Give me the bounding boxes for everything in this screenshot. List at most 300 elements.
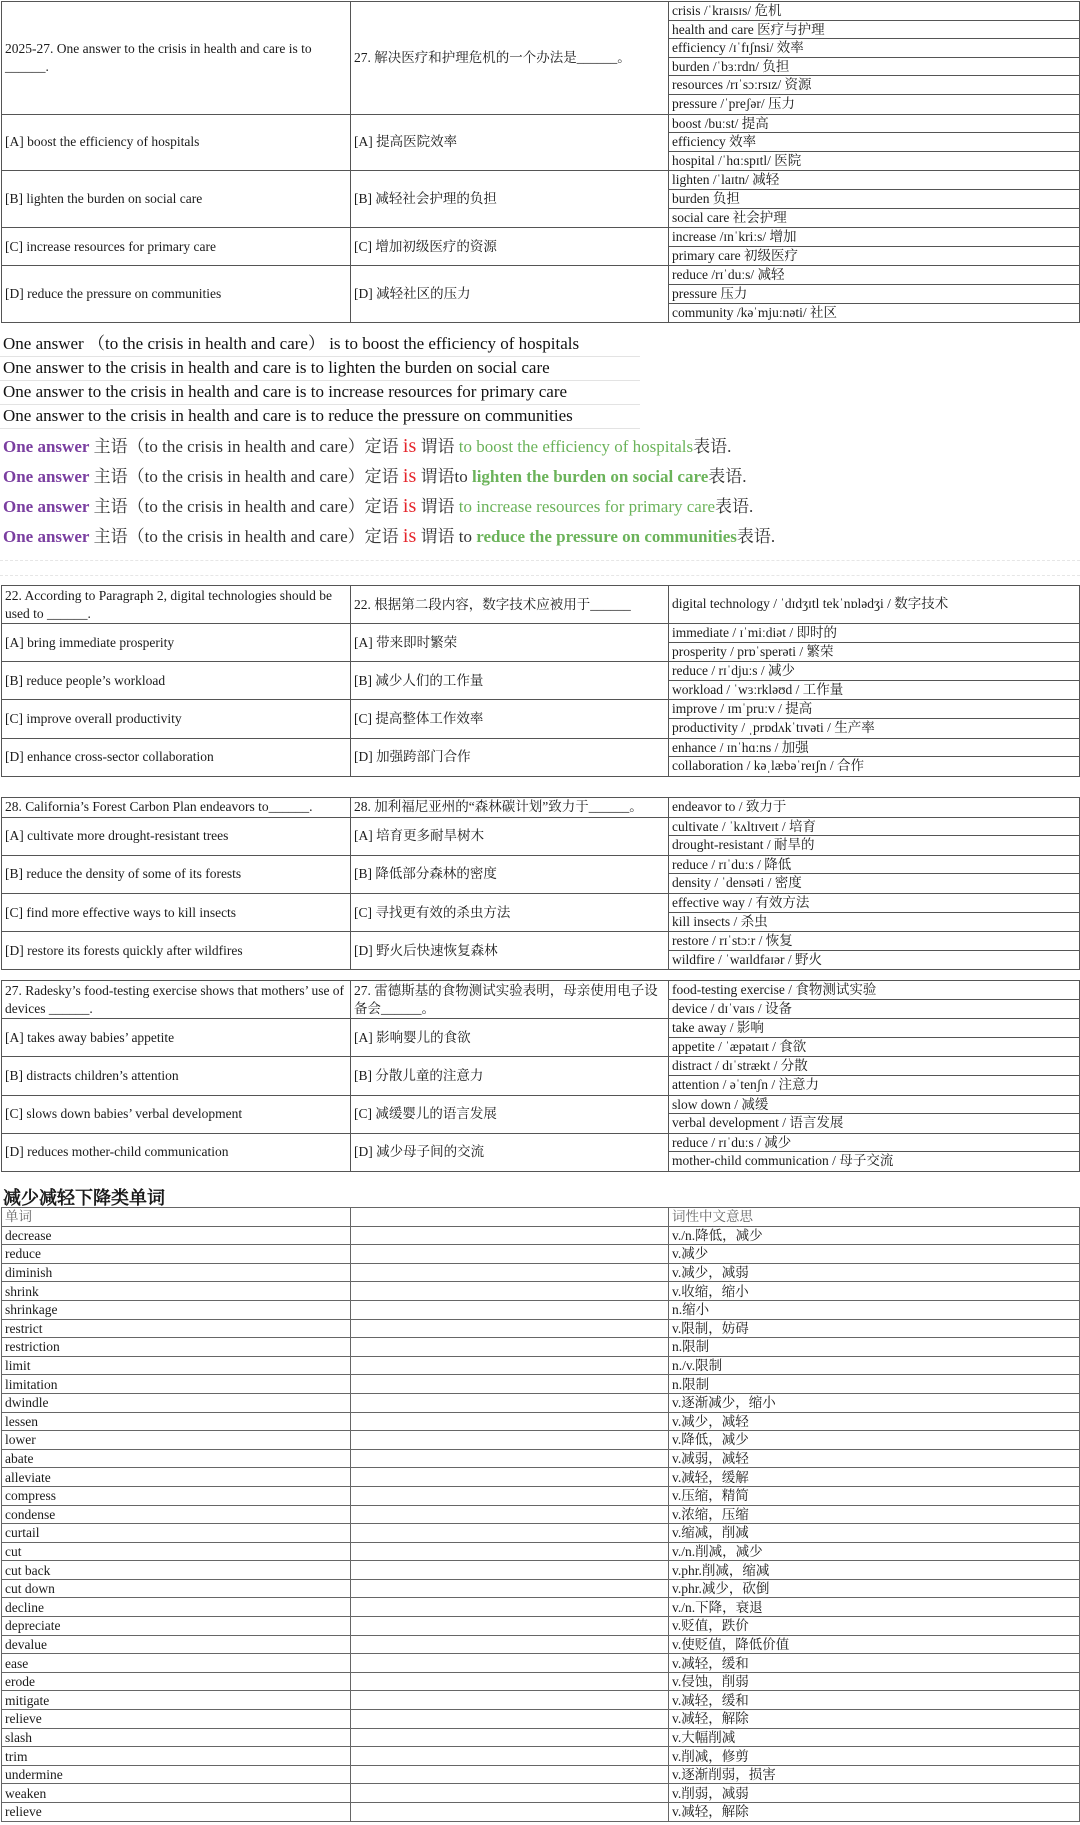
table-row (2, 1300, 1080, 1319)
predicative-pre: to (454, 527, 477, 546)
verb-tag: 谓语 (420, 467, 455, 486)
table-row (2, 1282, 1080, 1301)
option-cn: [A] 影响婴儿的食欲 (351, 1019, 669, 1057)
meaning-cell: v.缩减，削减 (669, 1524, 1080, 1543)
question-cn: 27. 雷德斯基的食物测试实验表明，母亲使用电子设备会______。 (351, 981, 669, 1019)
empty-cell (351, 1635, 669, 1654)
meaning-cell: v.收缩，缩小 (669, 1282, 1080, 1301)
table-row (2, 1468, 1080, 1487)
vocab-line: pressure /ˈpreʃər/ 压力 (672, 95, 795, 111)
vocab-line: verbal development / 语言发展 (672, 1115, 844, 1131)
empty-cell (351, 1654, 669, 1673)
table-row (2, 1617, 1080, 1636)
vocab-line: appetite / ˈæpətaɪt / 食欲 (672, 1038, 807, 1054)
vocab-line: improve / ɪmˈpruːv / 提高 (669, 700, 1079, 719)
question-row (2, 981, 1080, 1019)
table-row (2, 1561, 1080, 1580)
verb: is (402, 465, 417, 487)
empty-cell (351, 1449, 669, 1468)
vocab-line: productivity / ˌprɒdʌkˈtɪvəti / 生产率 (672, 719, 875, 735)
option-cn: [C] 减缓婴儿的语言发展 (351, 1095, 669, 1133)
meaning-cell: v.减轻，缓和 (669, 1691, 1080, 1710)
vocab-cell (669, 738, 1080, 776)
option-en: [D] reduce the pressure on communities (2, 266, 351, 323)
vocab-cell (669, 700, 1080, 738)
meaning-cell: v.减少，减轻 (669, 1412, 1080, 1431)
vocab-line: reduce / rɪˈduːs / 降低 (669, 856, 1079, 875)
table-row (2, 1542, 1080, 1561)
option-row (2, 114, 1080, 171)
option-row (2, 893, 1080, 931)
vocab-line: reduce /rɪˈduːs/ 减轻 (669, 266, 1079, 285)
vocab-line: slow down / 减缓 (669, 1096, 1079, 1115)
wordlist-table (1, 1207, 1080, 1822)
column-header-word: 单词 (2, 1208, 351, 1227)
question-table-4 (1, 980, 1080, 1172)
empty-cell (351, 1319, 669, 1338)
vocab-line: hospital /ˈhɑːspɪtl/ 医院 (672, 152, 802, 168)
column-header-meaning: 词性中文意思 (669, 1208, 1080, 1227)
vocab-line: restore / rɪˈstɔːr / 恢复 (669, 932, 1079, 951)
option-cn: [A] 提高医院效率 (351, 114, 669, 171)
sentence-line: One answer to the crisis in health and care is to reduce the pressure on communities (3, 406, 573, 425)
vocab-line: lighten /ˈlaɪtn/ 减轻 (669, 171, 1079, 190)
word-cell: decrease (2, 1226, 351, 1245)
vocab-line: kill insects / 杀虫 (672, 913, 768, 929)
word-cell: condense (2, 1505, 351, 1524)
table-row (2, 1431, 1080, 1450)
word-cell: relieve (2, 1803, 351, 1822)
option-cn: [C] 寻找更有效的杀虫方法 (351, 893, 669, 931)
option-cn: [D] 减少母子间的交流 (351, 1133, 669, 1171)
vocab-line: reduce / rɪˈduːs / 减少 (669, 1134, 1079, 1153)
meaning-cell: n.限制 (669, 1375, 1080, 1394)
table-row (2, 1245, 1080, 1264)
word-cell: limitation (2, 1375, 351, 1394)
option-en: [C] increase resources for primary care (2, 228, 351, 266)
table-row (2, 1635, 1080, 1654)
divider (0, 560, 1080, 561)
meaning-cell: v.降低，减少 (669, 1431, 1080, 1450)
option-en: [B] reduce the density of some of its forests (2, 855, 351, 893)
meaning-cell: v./n.降低，减少 (669, 1226, 1080, 1245)
meaning-cell: v.压缩，精简 (669, 1486, 1080, 1505)
vocab-cell (669, 2, 1080, 115)
vocab-line: attention / əˈtenʃn / 注意力 (672, 1076, 819, 1092)
vocab-cell (669, 228, 1080, 266)
empty-cell (351, 1784, 669, 1803)
option-en: [B] lighten the burden on social care (2, 171, 351, 228)
meaning-cell: n.限制 (669, 1338, 1080, 1357)
option-row (2, 932, 1080, 970)
option-cn: [D] 减轻社区的压力 (351, 266, 669, 323)
vocab-line: take away / 影响 (669, 1019, 1079, 1038)
predicative-tag: 表语. (736, 527, 776, 546)
word-cell: dwindle (2, 1393, 351, 1412)
option-cn: [B] 减轻社会护理的负担 (351, 171, 669, 228)
option-row (2, 1133, 1080, 1171)
option-cn: [D] 加强跨部门合作 (351, 738, 669, 776)
word-cell: restrict (2, 1319, 351, 1338)
empty-cell (351, 1338, 669, 1357)
vocab-line: workload / ˈwɜːrkləʊd / 工作量 (672, 681, 844, 697)
vocab-cell (669, 114, 1080, 171)
word-cell: cut down (2, 1579, 351, 1598)
word-cell: trim (2, 1747, 351, 1766)
question-en: 28. California’s Forest Carbon Plan endeavors to______. (2, 798, 351, 818)
table-row (2, 1710, 1080, 1729)
meaning-cell: n.缩小 (669, 1300, 1080, 1319)
word-cell: decline (2, 1598, 351, 1617)
empty-cell (351, 1263, 669, 1282)
option-row (2, 1057, 1080, 1095)
table-row (2, 1393, 1080, 1412)
empty-cell (351, 1803, 669, 1822)
subject: One answer (3, 497, 90, 516)
empty-cell (351, 1617, 669, 1636)
attributive: （to the crisis in health and care） (127, 497, 365, 516)
vocab-cell (669, 817, 1080, 855)
vocab-line: effective way / 有效方法 (669, 894, 1079, 913)
option-cn: [C] 增加初级医疗的资源 (351, 228, 669, 266)
option-en: [C] slows down babies’ verbal development (2, 1095, 351, 1133)
meaning-cell: v.减轻，解除 (669, 1710, 1080, 1729)
divider (0, 428, 640, 429)
meaning-cell: v.逐渐减少，缩小 (669, 1393, 1080, 1412)
table-row (2, 1765, 1080, 1784)
table-row (2, 1598, 1080, 1617)
question-cn: 28. 加利福尼亚州的“森林碳计划”致力于______。 (351, 798, 669, 818)
option-row (2, 1095, 1080, 1133)
predicative: to boost the efficiency of hospitals (458, 437, 694, 456)
table-row (2, 1375, 1080, 1394)
attributive-tag: 定语 (364, 527, 399, 546)
empty-cell (351, 1561, 669, 1580)
table-row (2, 1784, 1080, 1803)
divider (0, 575, 1080, 576)
predicative: to increase resources for primary care (458, 497, 716, 516)
vocab-line: device / dɪˈvaɪs / 设备 (672, 1000, 792, 1016)
empty-cell (351, 1431, 669, 1450)
verb-tag: 谓语 (420, 497, 455, 516)
vocab-line: enhance / ɪnˈhɑːns / 加强 (669, 739, 1079, 758)
question-row (2, 586, 1080, 624)
option-row (2, 662, 1080, 700)
question-row (2, 798, 1080, 818)
option-cn: [D] 野火后快速恢复森林 (351, 932, 669, 970)
empty-cell (351, 1505, 669, 1524)
meaning-cell: v.限制，妨碍 (669, 1319, 1080, 1338)
option-en: [D] restore its forests quickly after wildfires (2, 932, 351, 970)
vocab-line: health and care 医疗与护理 (669, 21, 1079, 40)
option-row (2, 1019, 1080, 1057)
vocab-line: digital technology / ˈdɪdʒɪtl tekˈnɒlədʒi / 数字技术 (672, 596, 949, 612)
vocab-line: endeavor to / 致力于 (672, 799, 787, 814)
meaning-cell: v.浓缩，压缩 (669, 1505, 1080, 1524)
word-cell: compress (2, 1486, 351, 1505)
empty-cell (351, 1728, 669, 1747)
empty-cell (351, 1300, 669, 1319)
meaning-cell: v.侵蚀，削弱 (669, 1672, 1080, 1691)
table-row (2, 1356, 1080, 1375)
option-row (2, 266, 1080, 323)
question-en: 22. According to Paragraph 2, digital technologies should be used to ______. (2, 586, 351, 624)
option-cn: [A] 培育更多耐旱树木 (351, 817, 669, 855)
table-row (2, 1524, 1080, 1543)
subject: One answer (3, 467, 90, 486)
vocab-line: primary care 初级医疗 (672, 247, 798, 263)
table-row (2, 1672, 1080, 1691)
vocab-line: efficiency /ɪˈfɪʃnsi/ 效率 (669, 39, 1079, 58)
word-cell: weaken (2, 1784, 351, 1803)
table-row (2, 1803, 1080, 1822)
option-en: [B] distracts children’s attention (2, 1057, 351, 1095)
option-row (2, 228, 1080, 266)
question-cn: 27. 解决医疗和护理危机的一个办法是______。 (351, 2, 669, 115)
question-en: 27. Radesky’s food-testing exercise shows that mothers’ use of devices ______. (2, 981, 351, 1019)
attributive: （to the crisis in health and care） (127, 527, 365, 546)
meaning-cell: v./n.下降，衰退 (669, 1598, 1080, 1617)
subject-tag: 主语 (93, 437, 128, 456)
word-cell: erode (2, 1672, 351, 1691)
option-row (2, 171, 1080, 228)
table-row (2, 1338, 1080, 1357)
vocab-line: prosperity / prɒˈsperəti / 繁荣 (672, 643, 834, 659)
vocab-line: cultivate / ˈkʌltɪveɪt / 培育 (669, 818, 1079, 837)
empty-cell (351, 1524, 669, 1543)
table-row (2, 1319, 1080, 1338)
vocab-cell (669, 855, 1080, 893)
meaning-cell: v.减轻，解除 (669, 1803, 1080, 1822)
vocab-line: wildfire / ˈwaɪldfaɪər / 野火 (672, 951, 822, 967)
option-row (2, 738, 1080, 776)
word-cell: lower (2, 1431, 351, 1450)
empty-cell (351, 1412, 669, 1431)
vocab-line: food-testing exercise / 食物测试实验 (669, 981, 1079, 1000)
attributive: （to the crisis in health and care） (127, 437, 365, 456)
vocab-cell (669, 662, 1080, 700)
option-en: [D] enhance cross-sector collaboration (2, 738, 351, 776)
empty-cell (351, 1542, 669, 1561)
vocab-line: crisis /ˈkraɪsɪs/ 危机 (669, 2, 1079, 21)
empty-cell (351, 1710, 669, 1729)
analysis-line (3, 431, 731, 462)
analysis-line (3, 491, 753, 522)
vocab-cell (669, 171, 1080, 228)
table-row (2, 1654, 1080, 1673)
vocab-cell (669, 1133, 1080, 1171)
table-row (2, 1412, 1080, 1431)
column-header-empty (351, 1208, 669, 1227)
analysis-line (3, 521, 775, 552)
vocab-cell (669, 1019, 1080, 1057)
empty-cell (351, 1486, 669, 1505)
attributive-tag: 定语 (364, 467, 399, 486)
vocab-line: pressure 压力 (669, 285, 1079, 304)
meaning-cell: v.贬值，跌价 (669, 1617, 1080, 1636)
vocab-cell (669, 266, 1080, 323)
empty-cell (351, 1226, 669, 1245)
verb: is (402, 495, 417, 517)
word-cell: alleviate (2, 1468, 351, 1487)
vocab-line: burden 负担 (669, 190, 1079, 209)
question-cn: 22. 根据第二段内容，数字技术应被用于______ (351, 586, 669, 624)
sentence-line: One answer to the crisis in health and care is to lighten the burden on social care (3, 358, 550, 377)
sentence-line: One answer to the crisis in health and care is to increase resources for primary care (3, 382, 568, 401)
question-row (2, 2, 1080, 115)
word-cell: reduce (2, 1245, 351, 1264)
predicative-tag: 表语. (693, 437, 732, 456)
option-en: [C] find more effective ways to kill insects (2, 893, 351, 931)
vocab-cell (669, 932, 1080, 970)
sentence-line: One answer （to the crisis in health and care） is to boost the efficiency of hospitals (3, 334, 580, 353)
table-row (2, 1263, 1080, 1282)
vocab-line: community /kəˈmjuːnəti/ 社区 (672, 304, 837, 320)
option-cn: [A] 带来即时繁荣 (351, 624, 669, 662)
verb: is (402, 525, 417, 547)
meaning-cell: v.减少，减弱 (669, 1263, 1080, 1282)
table-row (2, 1579, 1080, 1598)
empty-cell (351, 1672, 669, 1691)
word-cell: slash (2, 1728, 351, 1747)
empty-cell (351, 1245, 669, 1264)
wordlist-heading: 减少减轻下降类单词 (3, 1188, 165, 1209)
attributive-tag: 定语 (364, 437, 399, 456)
table-row (2, 1226, 1080, 1245)
attributive-tag: 定语 (364, 497, 399, 516)
word-cell: shrinkage (2, 1300, 351, 1319)
predicative: reduce the pressure on communities (476, 527, 737, 546)
vocab-cell (669, 893, 1080, 931)
meaning-cell: v.减少 (669, 1245, 1080, 1264)
meaning-cell: v.削减，修剪 (669, 1747, 1080, 1766)
meaning-cell: v.逐渐削弱，损害 (669, 1765, 1080, 1784)
option-row (2, 817, 1080, 855)
word-cell: undermine (2, 1765, 351, 1784)
option-en: [A] bring immediate prosperity (2, 624, 351, 662)
option-en: [C] improve overall productivity (2, 700, 351, 738)
word-cell: abate (2, 1449, 351, 1468)
subject-tag: 主语 (93, 527, 128, 546)
verb: is (402, 435, 417, 457)
empty-cell (351, 1356, 669, 1375)
meaning-cell: n./v.限制 (669, 1356, 1080, 1375)
predicative-pre: to (454, 467, 472, 486)
vocab-cell (669, 624, 1080, 662)
empty-cell (351, 1579, 669, 1598)
predicative-tag: 表语. (715, 497, 754, 516)
empty-cell (351, 1747, 669, 1766)
table-row (2, 1691, 1080, 1710)
empty-cell (351, 1393, 669, 1412)
option-row (2, 700, 1080, 738)
wordlist-header-row (2, 1208, 1080, 1227)
empty-cell (351, 1598, 669, 1617)
option-en: [A] takes away babies’ appetite (2, 1019, 351, 1057)
empty-cell (351, 1375, 669, 1394)
option-en: [B] reduce people’s workload (2, 662, 351, 700)
word-cell: curtail (2, 1524, 351, 1543)
vocab-line: density / ˈdensəti / 密度 (672, 875, 802, 891)
word-cell: cut back (2, 1561, 351, 1580)
word-cell: mitigate (2, 1691, 351, 1710)
word-cell: devalue (2, 1635, 351, 1654)
table-row (2, 1486, 1080, 1505)
table-row (2, 1728, 1080, 1747)
meaning-cell: v./n.削减，减少 (669, 1542, 1080, 1561)
vocab-line: increase /ɪnˈkriːs/ 增加 (669, 228, 1079, 247)
option-en: [A] cultivate more drought-resistant trees (2, 817, 351, 855)
vocab-line: distract / dɪˈstrækt / 分散 (669, 1057, 1079, 1076)
meaning-cell: v.大幅削减 (669, 1728, 1080, 1747)
question-en: 2025-27. One answer to the crisis in health and care is to ______. (2, 2, 351, 115)
subject-tag: 主语 (93, 467, 128, 486)
vocab-cell (669, 1057, 1080, 1095)
word-cell: cut (2, 1542, 351, 1561)
meaning-cell: v.phr.削减，缩减 (669, 1561, 1080, 1580)
vocab-line: immediate / ɪˈmiːdiət / 即时的 (669, 624, 1079, 643)
word-cell: limit (2, 1356, 351, 1375)
question-table-2 (1, 585, 1080, 777)
vocab-cell (669, 798, 1080, 818)
vocab-line: drought-resistant / 耐旱的 (672, 837, 815, 853)
vocab-line: burden /ˈbɜːrdn/ 负担 (669, 58, 1079, 77)
option-cn: [B] 降低部分森林的密度 (351, 855, 669, 893)
meaning-cell: v.减轻，缓和 (669, 1654, 1080, 1673)
option-en: [D] reduces mother-child communication (2, 1133, 351, 1171)
empty-cell (351, 1282, 669, 1301)
subject-tag: 主语 (93, 497, 128, 516)
predicative-tag: 表语. (708, 467, 747, 486)
meaning-cell: v.使贬值，降低价值 (669, 1635, 1080, 1654)
question-table-1 (1, 1, 1080, 323)
word-cell: relieve (2, 1710, 351, 1729)
meaning-cell: v.削弱，减弱 (669, 1784, 1080, 1803)
verb-tag: 谓语 (420, 437, 455, 456)
vocab-line: efficiency 效率 (669, 133, 1079, 152)
empty-cell (351, 1691, 669, 1710)
option-row (2, 855, 1080, 893)
meaning-cell: v.减轻，缓解 (669, 1468, 1080, 1487)
option-en: [A] boost the efficiency of hospitals (2, 114, 351, 171)
vocab-cell (669, 1095, 1080, 1133)
vocab-cell (669, 981, 1080, 1019)
vocab-line: collaboration / kəˌlæbəˈreɪʃn / 合作 (672, 758, 864, 774)
vocab-cell (669, 586, 1080, 624)
word-cell: shrink (2, 1282, 351, 1301)
vocab-line: boost /buːst/ 提高 (669, 115, 1079, 134)
table-row (2, 1747, 1080, 1766)
empty-cell (351, 1765, 669, 1784)
word-cell: diminish (2, 1263, 351, 1282)
option-cn: [B] 分散儿童的注意力 (351, 1057, 669, 1095)
question-table-3 (1, 797, 1080, 970)
vocab-line: resources /rɪˈsɔːrsɪz/ 资源 (669, 76, 1079, 95)
option-cn: [B] 减少人们的工作量 (351, 662, 669, 700)
vocab-line: mother-child communication / 母子交流 (672, 1153, 894, 1169)
vocab-line: reduce / rɪˈdjuːs / 减少 (669, 662, 1079, 681)
meaning-cell: v.phr.减少，砍倒 (669, 1579, 1080, 1598)
table-row (2, 1449, 1080, 1468)
word-cell: lessen (2, 1412, 351, 1431)
meaning-cell: v.减弱，减轻 (669, 1449, 1080, 1468)
vocab-line: social care 社会护理 (672, 209, 787, 225)
subject: One answer (3, 437, 90, 456)
subject: One answer (3, 527, 90, 546)
word-cell: restriction (2, 1338, 351, 1357)
attributive: （to the crisis in health and care） (127, 467, 365, 486)
predicative: lighten the burden on social care (471, 467, 709, 486)
